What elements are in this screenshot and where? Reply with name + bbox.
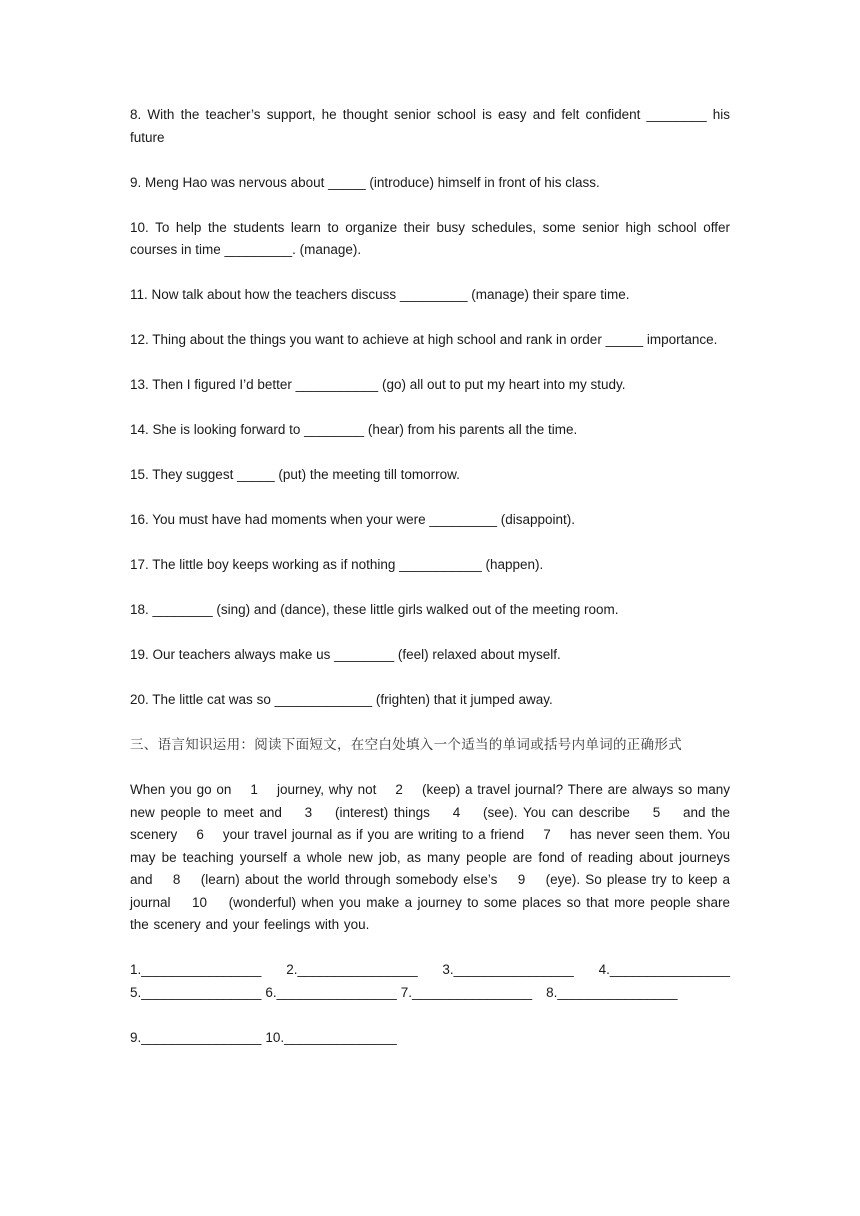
answer-blank-6: 6.________________ <box>265 984 397 1000</box>
question-13: 13. Then I figured I’d better ___________ (go) all out to put my heart into my study. <box>130 377 626 392</box>
answer-blank-2: 2.________________ <box>286 962 418 977</box>
question-12: 12. Thing about the things you want to achieve at high school and rank in order _____ importance. <box>130 332 718 347</box>
answer-row-1 <box>130 959 730 982</box>
answer-row-2 <box>130 982 730 1005</box>
question-9: 9. Meng Hao was nervous about _____ (introduce) himself in front of his class. <box>130 174 600 190</box>
question-16: 16. You must have had moments when your were _________ (disappoint). <box>130 512 576 527</box>
answer-blanks <box>130 959 730 1049</box>
spacer <box>130 1004 730 1027</box>
answer-blank-7: 7.________________ <box>400 984 533 1000</box>
answer-blank-1: 1.________________ <box>130 962 262 977</box>
cloze-passage: When you go on 1 journey, why not 2 (keep) a travel journal? There are always so many new people to meet and 3 (interest) things 4 (see). You can describe 5 and the scenery 6 your travel journal as if you are writing to a friend 7 has never seen them. You may be teaching yourself a whole new job, as many people are fond of reading about journeys and 8 (learn) about the world through somebody else’s 9 (eye). So please try to keep a journal 10 (wonderful) when you make a journey to some places so that more people share the scenery and your feelings with you. <box>130 782 735 932</box>
question-15: 15. They suggest _____ (put) the meeting till tomorrow. <box>130 467 460 482</box>
question-17: 17. The little boy keeps working as if nothing ___________ (happen). <box>130 557 544 572</box>
question-11: 11. Now talk about how the teachers discuss _________ (manage) their spare time. <box>130 287 630 302</box>
question-18: 18. ________ (sing) and (dance), these little girls walked out of the meeting room. <box>130 602 619 617</box>
answer-blank-9: 9.________________ <box>130 1029 262 1045</box>
document-page <box>130 104 735 1049</box>
answer-blank-10: 10._______________ <box>265 1029 397 1045</box>
question-10: 10. To help the students learn to organize their busy schedules, some senior high school offer courses in time _________. (manage). <box>130 219 730 257</box>
answer-blank-8: 8.________________ <box>546 984 678 1000</box>
answer-blank-5: 5.________________ <box>130 984 262 1000</box>
answer-blank-4: 4.________________ <box>598 962 730 977</box>
answer-blank-3: 3.________________ <box>442 962 574 977</box>
section-3-title: 三、语言知识运用：阅读下面短文，在空白处填入一个适当的单词或括号内单词的正确形式 <box>130 737 682 753</box>
answer-row-3 <box>130 1027 730 1050</box>
question-20: 20. The little cat was so _____________ (frighten) that it jumped away. <box>130 692 553 707</box>
question-8: 8. With the teacher’s support, he thought senior school is easy and felt confident ________ his future <box>130 107 730 145</box>
question-19: 19. Our teachers always make us ________ (feel) relaxed about myself. <box>130 647 561 662</box>
question-14: 14. She is looking forward to ________ (hear) from his parents all the time. <box>130 422 578 437</box>
